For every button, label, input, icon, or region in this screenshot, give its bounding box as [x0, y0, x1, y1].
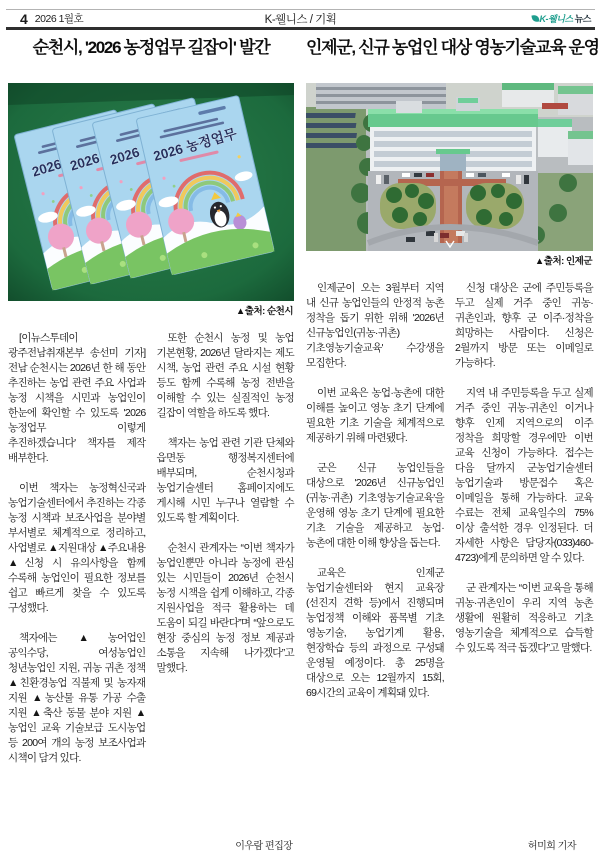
- article-paragraph: 인제군이 오는 3월부터 지역 내 신규 농업인들의 안정적 농촌 정착을 돕기 위한 위해 '2026년 신규농업인(귀농·귀촌) 기초영농기술교육' 수강생을 모집한다.: [306, 281, 444, 369]
- logo-suffix-text: 뉴스: [574, 14, 591, 24]
- article-column-2: [157, 331, 295, 781]
- reporter-byline: 허미희 기자: [527, 841, 576, 852]
- article-paragraph: 군은 신규 농업인들을 대상으로 '2026년 신규농업인(귀농·귀촌) 기초영농기술교육'을 운영해 영농 초기 단계에 필요한 기초 기술을 제공하고 농업·농촌에 대한 이해 향상을 돕는다.: [306, 461, 444, 549]
- article-paragraph: 교육은 인제군 농업기술센터와 현지 교육장(선진지 견학 등)에서 진행되며 농업정책 이해와 품목별 기초 영농기술, 농업기계 활용, 현장학습 등의 과정으로 구성돼 운영될 예정이다. 총 25명을 대상으로 오는 12월까지 15회, 69시간의 교육이 계획돼 있다.: [306, 566, 444, 699]
- article-columns: [8, 331, 294, 781]
- booklet-photo-illustration: [8, 83, 294, 301]
- page-number: 4: [20, 10, 28, 27]
- article-paragraph: 책자에는 ▲농어업인 공익수당, 여성농업인 청년농업인 지원, 귀농 귀촌 정책 ▲친환경농업 직불제 및 농자재 지원 ▲농산물 유통 가공 수출 지원 ▲축산 동물 분야 지원 ▲농업인 교육 기술보급 도시농업 등 200여 개의 농정 보조사업과 시책이 담겨 있다.: [8, 631, 146, 764]
- logo-brand-text: K-웰니스: [539, 14, 573, 24]
- article-paragraph: 이번 책자는 농정혁신국과 농업기술센터에서 추진하는 각종 농정 시책과 보조사업을 분야별 부서별로 체계적으로 정리하고, 사업별로 ▲지원대상 ▲주요내용 ▲신청 시 유의사항을 함께 수록해 농업인이 필요한 정보를 쉽고 빠르게 찾을 수 있도록 구성했다.: [8, 481, 146, 614]
- booklet-photo: [8, 83, 294, 301]
- article-paragraph: 이번 교육은 농업·농촌에 대한 이해를 높이고 영농 초기 단계에 필요한 기초 기술을 체계적으로 제공하기 위해 마련됐다.: [306, 386, 444, 444]
- page-body: [8, 33, 599, 781]
- article-paragraph: [이뉴스투데이 광주전남취재본부 송선미 기자] 전남 순천시는 2026년 한 해 동안 추진하는 농업 관련 주요 사업과 농정 시책을 시민과 농업인이 한눈에 확인할 수 있도록 '2026 농정업무 이렇게 추진하겠습니다' 책자를 제작 배부한다.: [8, 331, 146, 464]
- article-column-2: [455, 281, 593, 716]
- masthead: [6, 9, 595, 30]
- footer-bylines: [8, 837, 592, 852]
- newspaper-logo: [532, 12, 591, 25]
- article-paragraph: 군 관계자는 “이번 교육을 통해 귀농·귀촌인이 우리 지역 농촌 생활에 원활히 적응하고 기초 영농기술을 체계적으로 습득할 수 있도록 적극 돕겠다”고 말했다.: [455, 581, 593, 654]
- article-paragraph: 책자는 농업 관련 기관 단체와 읍면동 행정복지센터에 배부되며, 순천시청과 농업기술센터 홈페이지에도 게시해 시민 누구나 열람할 수 있도록 할 계획이다.: [156, 436, 294, 524]
- article-headline: 순천시, '2026 농정업무 길잡이' 발간: [32, 38, 270, 57]
- section-title: K-웰니스 / 기획: [264, 13, 337, 26]
- article-column-1: [306, 281, 444, 716]
- aerial-photo: [306, 83, 593, 251]
- article-paragraph: 또한 순천시 농정 및 농업 기본현황, 2026년 달라지는 제도 시책, 농업 관련 주요 시설 현황 등도 함께 수록해 농정 전반을 이해할 수 있는 실질적인 농정 길잡이 역할을 하도록 했다.: [156, 331, 294, 419]
- aerial-photo-illustration: [306, 83, 593, 251]
- article-inje: [306, 33, 599, 781]
- article-paragraph: 지역 내 주민등록을 두고 실제 거주 중인 귀농·귀촌인 이거나 향후 인제 지역으로의 이주 정착을 희망할 경우에만 이번 교육 신청이 가능하다. 접수는 다음 달까지 군농업기술센터 농업기술과 방문접수 혹은 이메일을 통해 가능하다. 교육 수료는 전체 교육일수의 75% 이상 출석한 경우 인정된다. 더 자세한 사항은 담당자(033)460-4723)에게 문의하면 알 수 있다.: [455, 386, 593, 564]
- article-paragraph: 순천시 관계자는 “이번 책자가 농업인뿐만 아니라 농정에 관심 있는 시민들이 2026년 순천시 농정 시책을 쉽게 이해하고, 각종 지원사업을 적극 활용하는 데 도움이 되길 바란다”며 “앞으로도 현장 중심의 농정 정보 제공과 소통을 지속해 나가겠다”고 말했다.: [156, 541, 294, 674]
- article-column-1: [8, 331, 146, 781]
- article-columns: [306, 281, 593, 716]
- article-paragraph: 신청 대상은 군에 주민등록을 두고 실제 거주 중인 귀농·귀촌인과, 향후 군 이주·정착을 희망하는 사람이다. 신청은 2월까지 방문 또는 이메일로 가능하다.: [455, 281, 593, 369]
- article-suncheon: [8, 33, 294, 781]
- issue-label: 2026 1월호: [34, 13, 84, 25]
- article-headline: 인제군, 신규 농업인 대상 영농기술교육 운영: [306, 38, 599, 57]
- image-caption: ▲출처: 인제군: [534, 256, 592, 268]
- image-caption: ▲출처: 순천시: [235, 306, 293, 318]
- leaf-icon: [531, 14, 539, 22]
- editor-byline: 이우람 편집장: [235, 841, 293, 852]
